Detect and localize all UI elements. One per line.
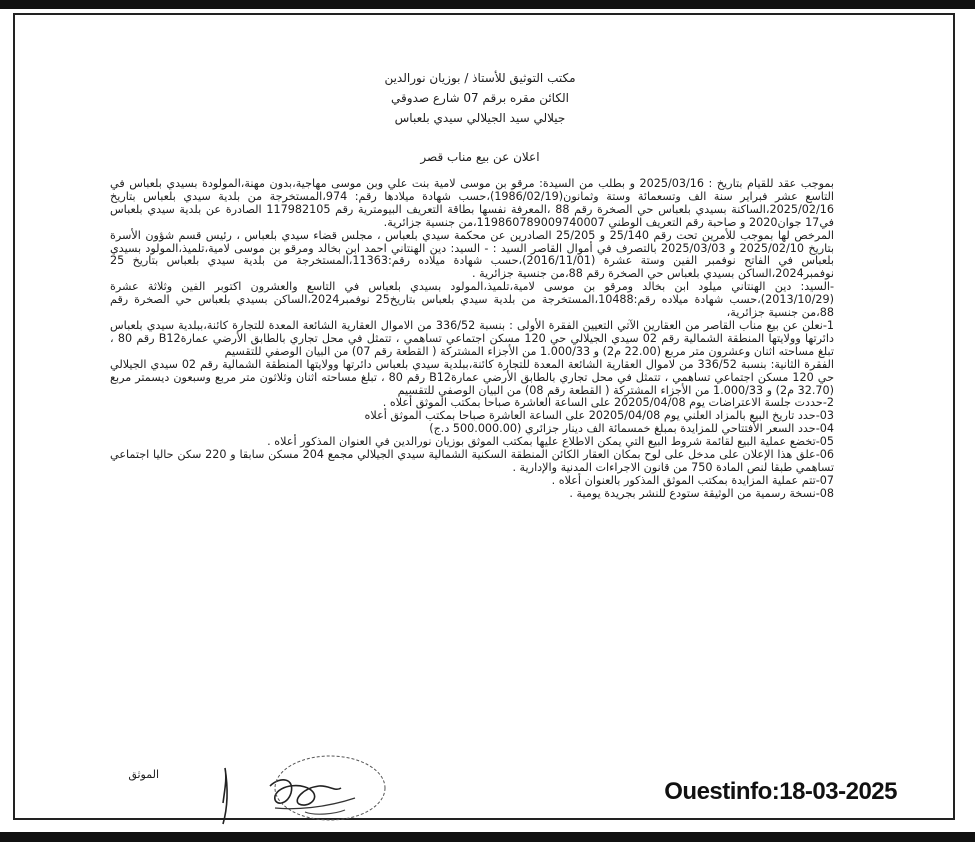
announcement-paragraph: المرخص لها بموجب للأمرين تحت رقم 25/140 و 25/205 الصادرين عن محكمة سيدي بلعباس ، مجلس قضاء سيدي بلعباس ، رئيس قسم شؤون الأسرة بتاريخ 2025/02/10 و 2025/03/03 بالتصرف في أموال القاصر السيد : - السيد: دين الهنتاني احمد ابن بخالد ومرقو بن موسى لامية،تلميذ،المولود بسيدي بلعباس في الفاتح نوفمبر الفين وستة عشرة (2016/11/01)،حسب شهادة ميلاده رقم:11363،المستخرجة من بلدية سيدي بلعباس بتاريخ 25 نوفمبر2024،الساكن بسيدي بلعباس حي الصخرة رقم 88،من جنسية جزائرية . xyxy=(110,228,835,281)
announcement-paragraph: 03-حدد تاريخ البيع بالمزاد العلني يوم 20205/04/08 على الساعة العاشرة صباحا بمكتب الموثق أعلاه xyxy=(364,409,834,423)
announcement-paragraph: -السيد: دين الهنتاني ميلود ابن بخالد ومرقو بن موسى لامية،تلميذ،المولود بسيدي بلعباس في التاسع والعشرون اكتوبر الفين وثلاثة عشرة (2013/10/29)،حسب شهادة ميلاده رقم:10488،المستخرجة من بلدية سيدي بلعباس بتاريخ25 نوفمبر2024،الساكن بسيدي بلعباس حي الصخرة رقم 88،من جنسية جزائرية، xyxy=(110,280,834,320)
announcement-paragraph: 06-علق هذا الإعلان على مدخل على لوح بمكان العقار الكائن المنطقة السكنية الشمالية سيدي الجيلالي مجمع 204 مسكن سابقا و 220 سكن حاليا اجتماعي تساهمي طبقا لنص المادة 750 من قانون الاجراءات المدنية والإدارية . xyxy=(110,448,835,474)
announcement-paragraph: 05-تخضع عملية البيع لقائمة شروط البيع التي يمكن الاطلاع عليها بمكتب الموثق بوزيان نورالدين في العنوان المذكور أعلاه . xyxy=(267,435,834,449)
top-border-bar xyxy=(0,0,975,9)
announcement-title: اعلان عن بيع مناب قصر xyxy=(420,150,540,164)
notary-office-header xyxy=(240,68,720,128)
office-address: الكائن مقره برقم 07 شارع صدوقي xyxy=(391,91,569,105)
notary-label: الموثق xyxy=(128,768,159,781)
announcement-paragraph: 2-حددت جلسة الاعتراضات يوم 20205/04/08 على الساعة العاشرة صباحا بمكتب الموثق أعلاه . xyxy=(382,396,834,410)
announcement-paragraph: 08-نسخة رسمية من الوثيقة ستودع للنشر بجريدة يومية . xyxy=(569,486,834,500)
signature-stamp xyxy=(195,748,405,828)
office-name: مكتب التوثيق للأستاذ / بوزيان نورالدين xyxy=(384,71,576,85)
source-stamp: Ouestinfo:18-03-2025 xyxy=(664,778,897,805)
announcement-paragraph: 1-نعلن عن بيع مناب القاصر من العقارين الآتي التعيين الفقرة الأولى : بنسبة 336/52 من الاموال العقارية الشائعة المعدة للتجارة كائنة،ببلدية سيدي بلعباس دائرتها وولايتها المنطقة الشمالية رقم 02 سيدي الجيلالي حي 120 مسكن اجتماعي تساهمي ، تتمثل في محل تجاري بالطابق الأرضي عمارةB12 رقم 80 ، تبلغ مساحته اثنان وعشرون متر مربع (22.00 م2) و 1.000/33 من الأجزاء المشتركة ( القطعة رقم 07) من البيان الوصفي للتقسيم xyxy=(110,318,834,358)
announcement-body xyxy=(110,178,834,501)
announcement-paragraph: الفقرة الثانية: بنسبة 336/52 من لاموال العقارية الشائعة المعدة للتجارة كائنة،ببلدية سيدي بلعباس دائرتها وولايتها المنطقة الشمالية رقم 02 سيدي الجيلالي حي 120 مسكن اجتماعي تساهمي ، تتمثل في محل تجاري بالطابق الأرضي عمارةB12 رقم 80 ، تبلغ مساحته اثنان وثلاثون متر مربع وسبعون ديسمتر مربع (32.70 م2) و 1.000/33 من الأجزاء المشتركة ( القطعة رقم 08) من البيان الوصفي للتقسيم xyxy=(110,357,834,397)
announcement-paragraph: 04-حدد السعر الأفتتاحي للمزايدة بمبلغ خمسمائة الف دينار جزائري (500.000.00 د.ج) xyxy=(429,422,834,436)
office-city: جيلالي سيد الجيلالي سيدي بلعباس xyxy=(394,111,566,125)
announcement-paragraph: بموجب عقد للقيام بتاريخ : 2025/03/16 و بطلب من السيدة: مرقو بن موسى لامية بنت علي وبن موسى مهاجية،بدون مهنة،المولودة بسيدي بلعباس في التاسع عشر فبراير سنة الف وتسعمائة وستة وثمانون(1986/02/19)،حسب شهادة ميلادها رقم: 974،المستخرجة من بلدية سيدي بلعباس بتاريخ 2025/02/16،الساكنة بسيدي بلعباس حي الصخرة رقم 88 ،المعرفة نفسها بطاقة التعريف البيومترية رقم 117982105 الصادرة عن بلدية سيدي بلعباس في17 جوان2020 و صاحبة رقم التعريف الوطني 119860789009740007،من جنسية جزائرية. xyxy=(110,177,835,229)
bottom-border-bar xyxy=(0,832,975,842)
announcement-paragraph: 07-تتم عملية المزايدة بمكتب الموثق المذكور بالعنوان أعلاه . xyxy=(551,473,834,487)
